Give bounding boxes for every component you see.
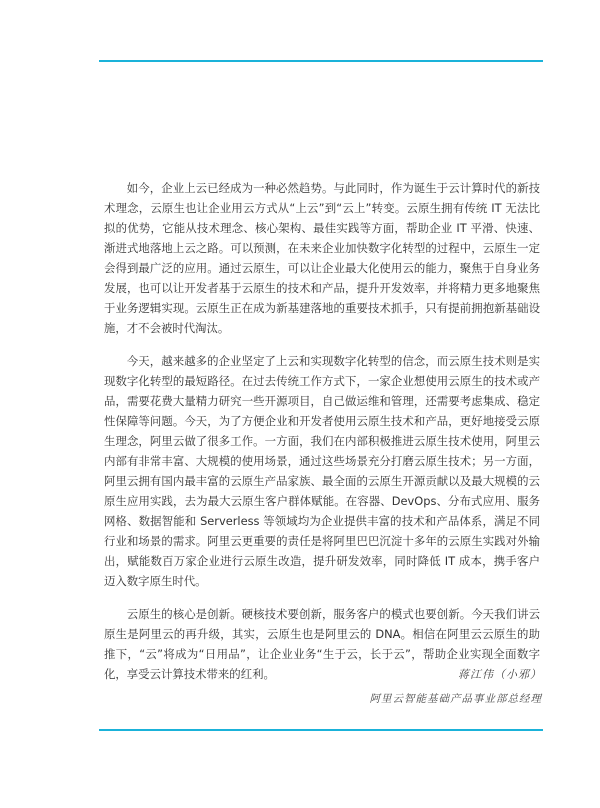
paragraph-2: 今天，越来越多的企业坚定了上云和实现数字化转型的信念，而云原生技术则是实现数字化转型的最短路径。在过去传统工作方式下，一家企业想使用云原生的技术或产品，需要花费大量精力研究一些开源项目，自己做运维和管理，还需要考虑集成、稳定性保障等问题。今天，为了方便企业和开发者使用云原生技术和产品，更好地接受云原生理念，阿里云做了很多工作。一方面，我们在内部积极推进云原生技术使用，阿里云内部有非常丰富、大规模的使用场景，通过这些场景充分打磨云原生技术；另一方面，阿里云拥有国内最丰富的云原生产品家族、最全面的云原生开源贡献以及最大规模的云原生应用实践，去为最大云原生客户群体赋能。在容器、DevOps、分布式应用、服务网格、数据智能和 Serverless 等领域均为企业提供丰富的技术和产品体系，满足不同行业和场景的需求。阿里云更重要的责任是将阿里巴巴沉淀十多年的云原生实践对外输出，赋能数百万家企业进行云原生改造，提升研发效率，同时降低 IT 成本，携手客户迈入数字原生时代。 [104,354,540,588]
top-accent-rule [99,60,543,62]
signature-title: 阿里云智能基础产品事业部总经理 [369,693,542,705]
paragraph-3: 云原生的核心是创新。硬核技术要创新，服务客户的模式也要创新。今天我们讲云原生是阿里云的再升级，其实，云原生也是阿里云的 DNA。相信在阿里云云原生的助推下，“云”将成为“日用品”，让企业业务“生于云，长于云”，帮助企业实现全面数字化，享受云计算技术带来的红利。 [104,607,540,681]
foreword-body [104,178,540,697]
signature-name: 蒋江伟（小邪） [458,668,542,681]
bottom-accent-rule [99,729,543,731]
paragraph-1: 如今，企业上云已经成为一种必然趋势。与此同时，作为诞生于云计算时代的新技术理念，云原生也让企业用云方式从“上云”到“云上”转变。云原生拥有传统 IT 无法比拟的优势，它能从技术理念、核心架构、最佳实践等方面，帮助企业 IT 平滑、快速、渐进式地落地上云之路。可以预测，在未来企业加快数字化转型的过程中，云原生一定会得到最广泛的应用。通过云原生，可以让企业最大化使用云的能力，聚焦于自身业务发展，也可以让开发者基于云原生的技术和产品，提升开发效率，并将精力更多地聚焦于业务逻辑实现。云原生正在成为新基建落地的重要技术抓手，只有提前拥抱新基础设施，才不会被时代淘汰。 [104,181,540,335]
